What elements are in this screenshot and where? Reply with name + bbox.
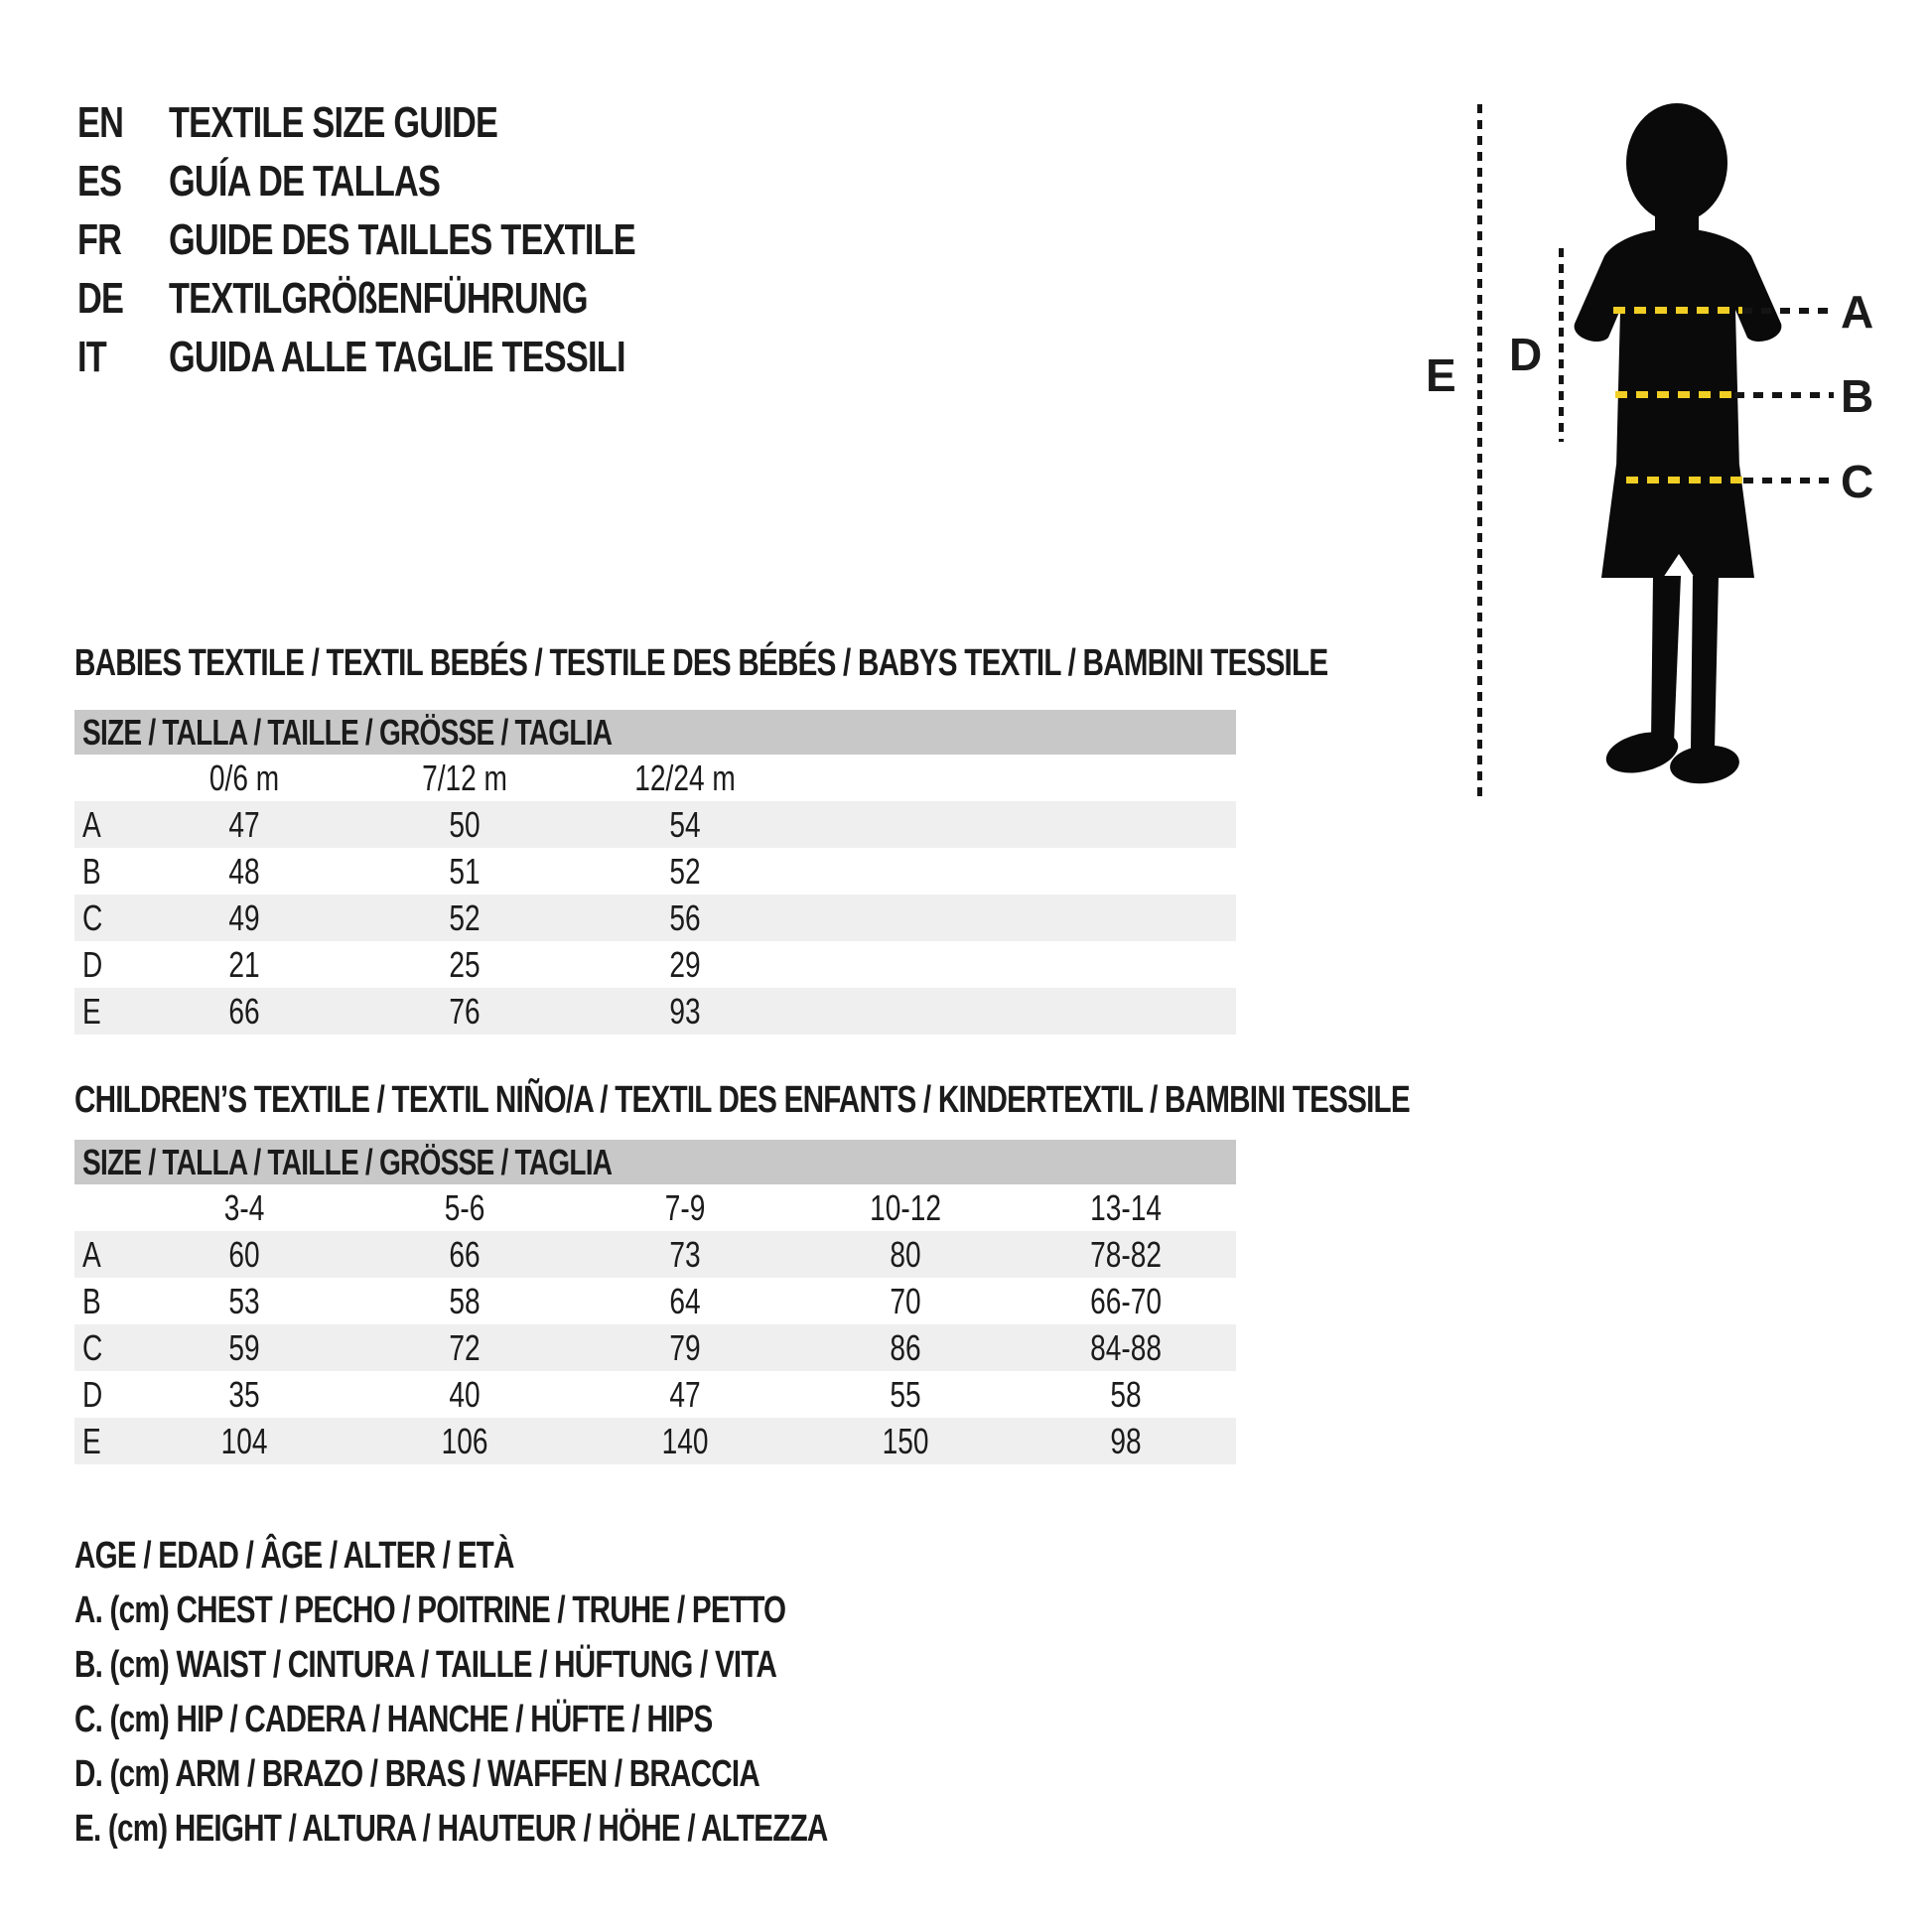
babies-size-header-text: SIZE / TALLA / TAILLE / GRÖSSE / TAGLIA <box>82 711 613 753</box>
babies-size-header-bar <box>74 710 1236 755</box>
silhouette-right-leg <box>1691 576 1719 750</box>
table-value: 55 <box>890 1373 921 1415</box>
silhouette-torso <box>1575 228 1782 469</box>
babies-section-title <box>74 641 1681 685</box>
legend-line-hip: C. (cm) HIP / CADERA / HANCHE / HÜFTE / HIPS <box>74 1699 713 1740</box>
language-row <box>77 93 766 152</box>
children-size-header-text: SIZE / TALLA / TAILLE / GRÖSSE / TAGLIA <box>82 1141 613 1182</box>
table-value: 59 <box>228 1326 260 1368</box>
table-value: 21 <box>228 943 260 985</box>
table-value: 64 <box>669 1280 701 1321</box>
table-row <box>74 801 1236 848</box>
child-silhouette-image <box>1559 99 1797 794</box>
children-column-header: 10-12 <box>870 1186 941 1228</box>
babies-column-header: 0/6 m <box>208 757 280 798</box>
measure-label-B: B <box>1841 370 1873 422</box>
table-row <box>74 1231 1236 1278</box>
children-table-rows <box>74 1231 1236 1464</box>
language-code: ES <box>77 157 122 206</box>
table-value: 84-88 <box>1090 1326 1162 1368</box>
table-value: 66-70 <box>1090 1280 1162 1321</box>
table-value: 70 <box>890 1280 921 1321</box>
table-value: 78-82 <box>1090 1233 1162 1275</box>
table-value: 98 <box>1110 1420 1142 1461</box>
children-column-header: 5-6 <box>444 1186 485 1228</box>
legend-line-chest: A. (cm) CHEST / PECHO / POITRINE / TRUHE / PETTO <box>74 1589 786 1631</box>
guide-title: TEXTILGRÖßENFÜHRUNG <box>169 274 588 323</box>
measure-label-A: A <box>1841 286 1873 338</box>
measure-label-D: D <box>1509 329 1542 380</box>
guide-title: GUÍA DE TALLAS <box>169 157 441 206</box>
hip-dash-black <box>1743 478 1834 483</box>
measure-label-E: E <box>1426 349 1455 401</box>
table-value: 140 <box>661 1420 709 1461</box>
table-row <box>74 1324 1236 1371</box>
babies-table-rows <box>74 801 1236 1035</box>
table-value: 66 <box>228 990 260 1032</box>
legend-line-height: E. (cm) HEIGHT / ALTURA / HAUTEUR / HÖHE / ALTEZZA <box>74 1808 828 1850</box>
hip-dash-yellow <box>1626 477 1743 483</box>
language-title-list <box>77 93 766 386</box>
legend-line-waist: B. (cm) WAIST / CINTURA / TAILLE / HÜFTUNG / VITA <box>74 1644 777 1686</box>
row-label: D <box>82 1373 103 1415</box>
table-value: 29 <box>669 943 701 985</box>
table-value: 52 <box>449 897 481 938</box>
chest-dash-yellow <box>1613 307 1742 314</box>
row-label: E <box>82 990 101 1032</box>
language-code: FR <box>77 215 122 264</box>
legend-line-arm: D. (cm) ARM / BRAZO / BRAS / WAFFEN / BRACCIA <box>74 1753 759 1795</box>
table-row <box>74 895 1236 941</box>
row-label: B <box>82 1280 101 1321</box>
children-column-header: 7-9 <box>664 1186 706 1228</box>
children-column-header-row <box>74 1184 1236 1231</box>
table-value: 66 <box>449 1233 481 1275</box>
table-row <box>74 988 1236 1035</box>
children-section-title <box>74 1078 1786 1122</box>
silhouette-right-shoe <box>1668 742 1741 786</box>
row-label: D <box>82 943 103 985</box>
guide-title: TEXTILE SIZE GUIDE <box>169 98 498 147</box>
table-row <box>74 941 1236 988</box>
row-label: E <box>82 1420 101 1461</box>
language-code: DE <box>77 274 124 323</box>
measurement-legend <box>74 1529 1039 1857</box>
legend-line-age: AGE / EDAD / ÂGE / ALTER / ETÀ <box>74 1535 514 1577</box>
table-value: 79 <box>669 1326 701 1368</box>
table-value: 50 <box>449 803 481 845</box>
table-row <box>74 1278 1236 1324</box>
height-measure-line-E <box>1477 104 1482 799</box>
babies-column-header-row <box>74 755 1236 801</box>
table-value: 150 <box>882 1420 929 1461</box>
table-value: 53 <box>228 1280 260 1321</box>
row-label: A <box>82 803 101 845</box>
guide-title: GUIDA ALLE TAGLIE TESSILI <box>169 333 625 381</box>
language-row <box>77 328 766 386</box>
waist-dash-yellow <box>1615 391 1734 398</box>
table-value: 47 <box>669 1373 701 1415</box>
table-value: 47 <box>228 803 260 845</box>
table-value: 54 <box>669 803 701 845</box>
babies-column-header: 12/24 m <box>634 757 736 798</box>
language-code: IT <box>77 333 106 381</box>
row-label: B <box>82 850 101 892</box>
table-value: 51 <box>449 850 481 892</box>
table-value: 52 <box>669 850 701 892</box>
table-value: 58 <box>449 1280 481 1321</box>
table-value: 35 <box>228 1373 260 1415</box>
table-value: 72 <box>449 1326 481 1368</box>
language-row <box>77 152 766 210</box>
row-label: C <box>82 1326 103 1368</box>
table-value: 25 <box>449 943 481 985</box>
language-code: EN <box>77 98 124 147</box>
babies-section-title-text: BABIES TEXTILE / TEXTIL BEBÉS / TESTILE DES BÉBÉS / BABYS TEXTIL / BAMBINI TESSILE <box>74 642 1328 684</box>
language-row <box>77 269 766 328</box>
table-value: 73 <box>669 1233 701 1275</box>
measurement-figure-panel <box>1410 60 1932 854</box>
table-value: 106 <box>441 1420 488 1461</box>
measure-label-C: C <box>1841 456 1873 507</box>
table-row <box>74 1371 1236 1418</box>
table-value: 86 <box>890 1326 921 1368</box>
chest-dash-black <box>1742 308 1834 314</box>
children-column-header: 13-14 <box>1090 1186 1162 1228</box>
row-label: C <box>82 897 103 938</box>
table-value: 58 <box>1110 1373 1142 1415</box>
row-label: A <box>82 1233 101 1275</box>
babies-size-table <box>74 710 1236 1035</box>
table-value: 48 <box>228 850 260 892</box>
waist-dash-black <box>1734 392 1834 398</box>
children-size-table <box>74 1140 1236 1464</box>
table-value: 40 <box>449 1373 481 1415</box>
babies-column-header: 7/12 m <box>422 757 507 798</box>
table-value: 104 <box>220 1420 268 1461</box>
table-value: 60 <box>228 1233 260 1275</box>
children-section-title-text: CHILDREN’S TEXTILE / TEXTIL NIÑO/A / TEXTIL DES ENFANTS / KINDERTEXTIL / BAMBINI TESSILE <box>74 1079 1410 1121</box>
table-row <box>74 1418 1236 1464</box>
table-value: 80 <box>890 1233 921 1275</box>
table-value: 76 <box>449 990 481 1032</box>
table-value: 49 <box>228 897 260 938</box>
table-row <box>74 848 1236 895</box>
table-value: 93 <box>669 990 701 1032</box>
guide-title: GUIDE DES TAILLES TEXTILE <box>169 215 635 264</box>
children-size-header-bar <box>74 1140 1236 1184</box>
silhouette-head <box>1626 103 1727 222</box>
language-row <box>77 210 766 269</box>
table-value: 56 <box>669 897 701 938</box>
children-column-header: 3-4 <box>223 1186 265 1228</box>
